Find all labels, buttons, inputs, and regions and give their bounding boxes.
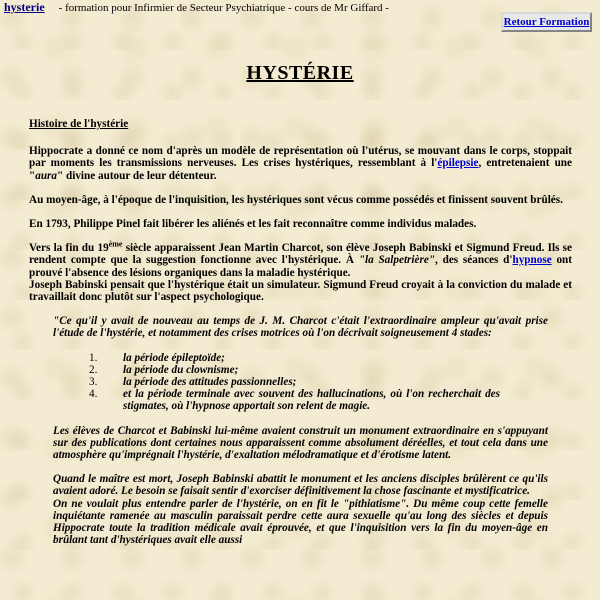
list-item [53, 376, 548, 388]
paragraph-text: , des séances d' [435, 254, 513, 267]
list-item [53, 364, 548, 376]
list-number: 2. [89, 363, 98, 376]
quote-paragraph-maitre: Quand le maître est mort, Joseph Babinski abattit le monument et les anciens disciples brûlèrent ce qu'ils avaient adoré. Le besoin se faisait sentir d'exorciser définitivement la chose fascinante et mystificatrice. [53, 473, 548, 498]
superscript: ème [108, 239, 123, 249]
list-text: la période épileptoïde; [123, 351, 225, 364]
section-heading: Histoire de l'hystérie [29, 118, 129, 130]
list-number: 4. [89, 388, 98, 401]
paragraph-text: ont prouvé l'absence des lésions organiques dans la maladie hystérique. [29, 254, 573, 279]
list-number: 1. [89, 351, 98, 364]
quote-paragraph-pithiatisme: On ne voulait plus entendre parler de l'hystérie, on en fit le "pithiatisme". Du même coup cette femelle inquiétante ramenée au masculin paraissait perdre cette aura sexuelle qu'au long des siècles et depuis Hippocrate toute la tradition médicale avait éprouvée, et que l'inquisition vers la fin du moyen-âge en brûlant tant d'hystériques avait elle aussi [53, 497, 548, 547]
page-tagline: - formation pour Infirmier de Secteur Psychiatrique - cours de Mr Giffard - [58, 2, 389, 14]
main-content [29, 118, 572, 558]
retour-formation-button[interactable]: Retour Formation [501, 12, 592, 32]
quotation-block [53, 315, 548, 546]
quote-paragraph-monument: Les élèves de Charcot et Babinski lui-même avaient construit un monument extraordinaire en s'appuyant sur des publications dont certaines nous apparaissent comme absolument déréelles, et tout cela dans une atmosphère qu'imprégnait l'hystérie, d'exaltation mélodramatique et d'érotisme latent. [53, 424, 548, 462]
paragraph-pinel: En 1793, Philippe Pinel fait libérer les aliénés et les fait reconnaître comme individus malades. [29, 218, 477, 231]
list-item [53, 352, 548, 364]
salpetriere-emphasis: "la Salpetrière" [358, 254, 436, 267]
aura-emphasis: aura [35, 169, 57, 182]
site-home-link[interactable]: hysterie [4, 0, 45, 14]
hypnose-link[interactable]: hypnose [512, 254, 552, 267]
paragraph-text: Vers la fin du 19 [29, 242, 109, 255]
stages-list [53, 352, 548, 413]
list-number: 3. [89, 376, 98, 389]
paragraph-text: " divine autour de leur détenteur. [56, 169, 217, 182]
epilepsie-link[interactable]: épilepsie [437, 157, 479, 170]
top-bar [4, 0, 389, 15]
list-text: et la période terminale avec souvent des hallucinations, où l'on recherchait des stigmates, où l'hypnose apportait son relent de magie. [123, 388, 500, 413]
list-text: la période des attitudes passionnelles; [123, 376, 297, 389]
list-text: la période du clownisme; [123, 363, 239, 376]
quote-intro: "Ce qu'il y avait de nouveau au temps de J. M. Charcot c'était l'extraordinaire ampleur qu'avait prise l'étude de l'hystérie, et notamment des crises motrices où l'on décrivait soigneusement 4 stades: [53, 315, 548, 340]
paragraph-charcot [29, 239, 573, 279]
page-title: HYSTÉRIE [246, 62, 354, 84]
paragraph-hippocrate [29, 145, 572, 182]
paragraph-moyen-age: Au moyen-âge, à l'époque de l'inquisition, les hystériques sont vécus comme possédés et finissent souvent brûlés. [29, 193, 563, 206]
list-item [53, 388, 548, 412]
paragraph-text: , entretenaient une " [29, 157, 572, 182]
paragraph-babinski: Joseph Babinski pensait que l'hystérique était un simulateur. Sigmund Freud croyait à la conviction du malade et travaillait donc plutôt sur l'aspect psychologique. [29, 278, 572, 304]
paragraph-text: Hippocrate a donné ce nom d'après un modèle de représentation où l'utérus, se mouvant dans le corps, stoppait par moments les transmissions nerveuses. Les crises hystériques, ressemblant à l' [29, 145, 572, 170]
paragraph-text: siècle apparaissent Jean Martin Charcot, son élève Joseph Babinski et Sigmund Freud. Ils se rendent compte que la suggestion fonctionne avec l'hystérique. À [29, 242, 572, 267]
